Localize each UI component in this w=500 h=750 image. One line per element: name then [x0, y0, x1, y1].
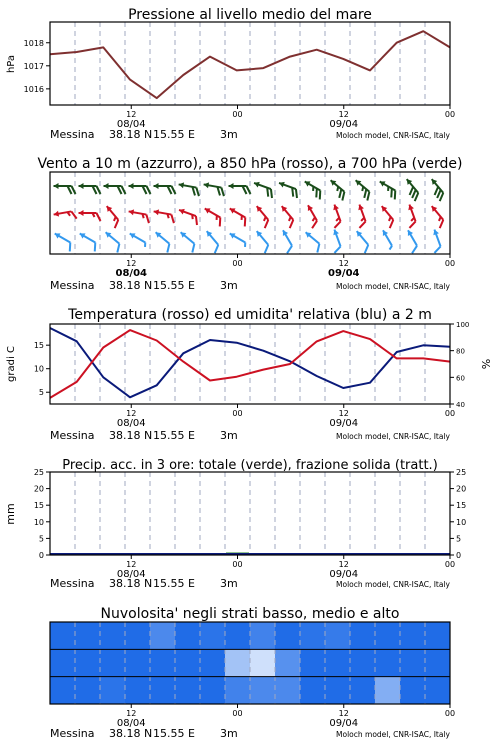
wind-10m-barb: [251, 229, 274, 253]
wind-10m-barb: [150, 230, 174, 253]
wind-10m-barb: [128, 231, 149, 247]
wind-chart-location-name: Messina: [50, 279, 95, 292]
precip-chart-location-name: Messina: [50, 577, 95, 590]
cloud-chart-cell: [50, 649, 76, 677]
wind-850hpa-barb: [251, 204, 274, 228]
cloud-chart-cell: [75, 622, 101, 650]
temp-humidity-chart-y-axis-label: gradi C: [6, 346, 17, 382]
wind-10m-barb-head: [128, 231, 135, 239]
wind-850hpa-barb: [352, 204, 370, 228]
wind-850hpa-barb: [152, 208, 176, 223]
wind-10m-barb: [76, 231, 101, 252]
wind-700hpa-barb: [301, 179, 326, 200]
wind-10m-barb-flag: [212, 245, 221, 253]
precip-chart-x-tick-label: 00: [444, 560, 456, 569]
temp-humidity-chart-y2-axis-label: %: [480, 358, 493, 370]
wind-850hpa-barb-flag: [193, 216, 199, 225]
wind-10m-barb-flag: [243, 243, 247, 247]
pressure-chart-location-alt: 3m: [220, 128, 238, 141]
temp-humidity-chart-y-tick-label: 5: [38, 388, 44, 398]
pressure-chart-title: Pressione al livello medio del mare: [128, 7, 372, 23]
wind-10m-barb-flag: [164, 244, 172, 253]
precip-chart-y-axis-label: mm: [4, 503, 17, 525]
cloud-chart-cell: [75, 677, 101, 705]
cloud-chart-location-name: Messina: [50, 727, 95, 740]
cloud-chart-cell: [175, 622, 201, 650]
wind-10m-barb-flag: [410, 246, 419, 253]
wind-700hpa-barb-flag: [268, 189, 274, 198]
pressure-chart-location-name: Messina: [50, 128, 95, 141]
wind-700hpa-barb: [54, 183, 76, 194]
cloud-chart-cell: [175, 677, 201, 705]
temp-humidity-chart-y2-tick-label: 80: [456, 347, 465, 356]
temp-humidity-chart-date-label: 09/04: [329, 418, 359, 429]
wind-850hpa-barb: [101, 204, 124, 228]
wind-10m-barb-flag: [143, 243, 147, 247]
temp-humidity-chart-y-tick-label: 10: [33, 364, 44, 374]
wind-chart-credit: Moloch model, CNR-ISAC, Italy: [336, 282, 450, 291]
temp-humidity-chart-credit: Moloch model, CNR-ISAC, Italy: [336, 432, 450, 441]
wind-850hpa-barb-flag: [333, 221, 342, 227]
cloud-chart-cell: [75, 649, 101, 677]
wind-10m-barb-head: [280, 229, 288, 236]
cloud-chart-cell: [300, 677, 326, 705]
precip-chart-y2-tick-label: 10: [456, 517, 467, 527]
cloud-chart-cell: [325, 649, 351, 677]
cloud-chart-location-lon: 15.55 E: [153, 727, 195, 740]
precip-chart-x-tick-label: 12: [338, 560, 349, 569]
wind-chart-location-lat: 38.18 N: [109, 279, 153, 292]
precip-chart-x-tick-label: 00: [232, 560, 243, 569]
pressure-chart-x-tick-label: 12: [126, 110, 137, 119]
cloud-chart-cell: [100, 622, 126, 650]
wind-10m-barb: [228, 231, 249, 247]
cloud-chart-cell: [350, 649, 376, 677]
wind-700hpa-barb-head: [129, 183, 134, 189]
wind-10m-barb-flag: [333, 246, 342, 252]
wind-850hpa-barb-head: [305, 204, 313, 211]
wind-700hpa-barb-flag: [143, 186, 147, 194]
wind-850hpa-barb-flag: [358, 221, 367, 227]
precip-chart-y-tick-label: 20: [33, 484, 44, 494]
precip-chart-y2-tick-label: 15: [456, 501, 467, 511]
wind-chart-x-tick-label: 00: [232, 259, 243, 268]
wind-chart-title: Vento a 10 m (azzurro), a 850 hPa (rosso), a 700 hPa (verde): [37, 156, 463, 172]
temp-humidity-chart-date-label: 08/04: [116, 418, 146, 429]
precip-chart-y-tick-label: 10: [33, 517, 44, 527]
cloud-chart-cell: [125, 649, 151, 677]
wind-700hpa-barb-flag: [168, 186, 172, 194]
cloud-chart-cell: [225, 622, 251, 650]
wind-10m-barb: [327, 229, 345, 253]
wind-700hpa-barb: [376, 179, 401, 200]
wind-chart-date-label: 08/04: [115, 268, 147, 279]
pressure-chart-y-axis-label: hPa: [6, 54, 17, 74]
pressure-chart-credit: Moloch model, CNR-ISAC, Italy: [336, 131, 450, 140]
wind-10m-barb: [300, 230, 324, 253]
wind-10m-barb: [100, 230, 124, 253]
wind-850hpa-barb-flag: [387, 220, 396, 228]
temp-humidity-chart-title: Temperatura (rosso) ed umidita' relativa (blu) a 2 m: [68, 307, 432, 323]
wind-10m-barb: [401, 229, 422, 254]
cloud-chart-cell: [250, 649, 276, 677]
wind-850hpa-barb: [79, 210, 101, 221]
precip-chart-location-lat: 38.18 N: [109, 577, 153, 590]
wind-700hpa-barb: [177, 181, 201, 196]
wind-700hpa-barb: [154, 183, 176, 194]
precip-chart-date-label: 08/04: [116, 569, 146, 580]
wind-10m-barb: [201, 229, 224, 253]
wind-10m-barb: [351, 229, 374, 253]
wind-10m-barb-flag: [285, 246, 294, 253]
pressure-chart-y-tick-label: 1017: [23, 61, 44, 71]
wind-10m-barb-flag: [91, 243, 98, 252]
precip-chart-location-lon: 15.55 E: [153, 577, 195, 590]
cloud-chart-cell: [375, 649, 401, 677]
precip-chart-y2-tick-label: 25: [456, 468, 467, 477]
precip-chart-y-tick-label: 15: [33, 501, 44, 511]
precip-chart-y2-tick-label: 5: [456, 534, 462, 544]
precip-chart-y2-tick-label: 20: [456, 484, 467, 494]
precip-chart-location-alt: 3m: [220, 577, 238, 590]
cloud-chart-cell: [100, 649, 126, 677]
cloud-chart-x-tick-label: 00: [444, 709, 456, 718]
cloud-chart-cell: [425, 622, 451, 650]
wind-700hpa-barb: [426, 177, 449, 201]
wind-700hpa-barb-head: [154, 183, 159, 189]
wind-850hpa-barb-head: [228, 206, 235, 214]
wind-850hpa-barb-flag: [262, 220, 271, 228]
wind-10m-barb-flag: [389, 246, 393, 250]
wind-700hpa-barb-head: [229, 183, 234, 189]
pressure-chart-x-tick-label: 00: [444, 110, 456, 119]
wind-chart-x-tick-label: 00: [444, 259, 456, 268]
cloud-chart-cell: [300, 649, 326, 677]
precip-chart-title: Precip. acc. in 3 ore: totale (verde), frazione solida (tratt.): [62, 458, 438, 473]
wind-10m-barb-flag: [433, 246, 442, 252]
cloud-chart-location-lat: 38.18 N: [109, 727, 153, 740]
precip-chart-credit: Moloch model, CNR-ISAC, Italy: [336, 580, 450, 589]
wind-700hpa-barb-head: [104, 183, 109, 189]
wind-850hpa-barb-head: [79, 210, 84, 216]
temp-humidity-chart-x-tick-label: 12: [126, 409, 137, 418]
temp-humidity-chart-y2-tick-label: 100: [456, 321, 470, 329]
wind-700hpa-barb: [104, 183, 126, 194]
cloud-chart-cell: [125, 622, 151, 650]
cloud-chart-cell: [350, 622, 376, 650]
cloud-chart-cell: [275, 622, 301, 650]
wind-700hpa-barb-flag: [68, 186, 72, 194]
cloud-chart-cell: [50, 622, 76, 650]
wind-700hpa-barb: [325, 178, 349, 201]
wind-850hpa-barb: [376, 204, 399, 228]
wind-700hpa-barb: [129, 183, 151, 194]
pressure-chart-location-lat: 38.18 N: [109, 128, 153, 141]
precip-chart-y-tick-label: 0: [38, 551, 44, 560]
wind-850hpa-barb-flag: [408, 221, 417, 227]
wind-700hpa-barb-flag: [93, 186, 97, 194]
precip-chart-y-tick-label: 25: [33, 468, 44, 477]
wind-10m-barb-flag: [314, 244, 322, 253]
cloud-chart-title: Nuvolosita' negli strati basso, medio e alto: [100, 606, 400, 622]
wind-700hpa-barb: [229, 183, 251, 194]
pressure-chart-y-tick-label: 1016: [23, 84, 44, 94]
wind-700hpa-barb-flag: [243, 186, 247, 194]
temp-humidity-chart-location-lon: 15.55 E: [153, 429, 195, 442]
temp-humidity-chart-location-alt: 3m: [220, 429, 238, 442]
cloud-chart-cell: [150, 622, 176, 650]
cloud-chart-cell: [425, 649, 451, 677]
precip-chart-y-tick-label: 5: [38, 534, 44, 544]
wind-10m-barb-head: [405, 229, 413, 236]
wind-850hpa-barb: [201, 206, 226, 227]
wind-850hpa-barb: [426, 204, 449, 228]
wind-700hpa-barb-head: [378, 179, 385, 187]
cloud-chart-x-tick-label: 12: [338, 709, 349, 718]
cloud-chart-cell: [250, 677, 276, 705]
cloud-chart-date-label: 08/04: [116, 718, 146, 729]
temp-humidity-chart-x-tick-label: 00: [232, 409, 243, 418]
cloud-chart-cell: [125, 677, 151, 705]
wind-10m-barb: [276, 229, 297, 254]
wind-850hpa-barb-flag: [437, 220, 446, 228]
cloud-chart-cell: [200, 622, 226, 650]
temp-humidity-chart-y-tick-label: 15: [33, 341, 44, 351]
wind-700hpa-barb-flag: [293, 189, 299, 198]
temp-humidity-chart-y2-tick-label: 60: [456, 374, 465, 383]
precip-chart-date-label: 09/04: [329, 569, 359, 580]
cloud-chart-cell: [325, 677, 351, 705]
cloud-chart-date-label: 09/04: [329, 718, 359, 729]
cloud-chart-cell: [325, 622, 351, 650]
wind-700hpa-barb: [350, 178, 374, 201]
wind-700hpa-barb-head: [54, 183, 59, 189]
cloud-chart-cell: [400, 622, 426, 650]
wind-850hpa-barb: [127, 208, 151, 223]
wind-850hpa-barb: [53, 208, 77, 223]
wind-850hpa-barb-flag: [71, 211, 76, 220]
wind-10m-barb-flag: [262, 245, 271, 253]
cloud-chart-x-tick-label: 00: [232, 709, 243, 718]
cloud-chart-cell: [225, 649, 251, 677]
wind-700hpa-barb: [276, 180, 300, 198]
temp-humidity-chart-location-name: Messina: [50, 429, 95, 442]
wind-700hpa-barb-head: [303, 179, 310, 187]
wind-850hpa-barb: [301, 204, 322, 229]
cloud-chart-cell: [300, 622, 326, 650]
precip-chart-y2-tick-label: 0: [456, 551, 462, 560]
cloud-chart-cell: [200, 677, 226, 705]
wind-700hpa-barb-flag: [118, 186, 122, 194]
wind-850hpa-barb-flag: [112, 220, 121, 228]
cloud-chart-cell: [400, 677, 426, 705]
cloud-chart-x-tick-label: 12: [126, 709, 137, 718]
pressure-chart-date-label: 09/04: [329, 119, 359, 130]
pressure-chart-date-label: 08/04: [116, 119, 146, 130]
wind-850hpa-barb: [226, 206, 251, 227]
pressure-chart-location-lon: 15.55 E: [153, 128, 195, 141]
cloud-chart-cell: [375, 677, 401, 705]
wind-700hpa-barb: [202, 181, 226, 196]
temp-humidity-chart-y2-tick-label: 40: [456, 401, 465, 409]
wind-10m-barb-flag: [114, 244, 122, 253]
wind-chart-x-tick-label: 12: [338, 259, 349, 268]
wind-850hpa-barb-flag: [287, 220, 296, 228]
cloud-chart-cell: [150, 649, 176, 677]
temp-humidity-chart-x-tick-label: 00: [444, 409, 456, 418]
cloud-chart-location-alt: 3m: [220, 727, 238, 740]
wind-850hpa-barb-flag: [310, 221, 319, 228]
cloud-chart-cell: [375, 622, 401, 650]
wind-10m-barb-head: [53, 231, 60, 239]
cloud-chart-cell: [100, 677, 126, 705]
wind-chart-location-lon: 15.55 E: [153, 279, 195, 292]
pressure-chart-x-tick-label: 12: [338, 110, 349, 119]
cloud-chart-cell: [250, 622, 276, 650]
wind-700hpa-barb: [401, 177, 424, 201]
wind-850hpa-barb: [327, 204, 345, 228]
cloud-chart-cell: [400, 649, 426, 677]
cloud-chart-cell: [175, 649, 201, 677]
precip-chart-x-tick-label: 12: [126, 560, 137, 569]
temp-humidity-chart-x-tick-label: 12: [338, 409, 349, 418]
wind-700hpa-barb: [79, 183, 101, 194]
cloud-chart-cell: [150, 677, 176, 705]
wind-10m-barb-flag: [362, 245, 371, 253]
wind-10m-barb: [380, 229, 396, 250]
cloud-chart-cell: [350, 677, 376, 705]
cloud-chart-cell: [50, 677, 76, 705]
wind-850hpa-barb: [402, 204, 420, 228]
wind-850hpa-barb: [176, 207, 200, 225]
wind-850hpa-barb: [276, 204, 299, 228]
pressure-chart-y-tick-label: 1018: [23, 38, 44, 48]
cloud-chart-cell: [275, 677, 301, 705]
wind-chart-x-tick-label: 12: [126, 259, 137, 268]
wind-10m-barb-flag: [66, 243, 73, 252]
temp-humidity-chart-location-lat: 38.18 N: [109, 429, 153, 442]
wind-850hpa-barb-head: [203, 206, 210, 214]
wind-10m-barb-head: [380, 229, 388, 236]
wind-10m-barb-flag: [189, 244, 197, 253]
wind-10m-barb-head: [228, 231, 235, 239]
wind-700hpa-barb-head: [79, 183, 84, 189]
wind-chart-location-alt: 3m: [220, 279, 238, 292]
pressure-chart-x-tick-label: 00: [232, 110, 243, 119]
wind-10m-barb: [175, 230, 199, 253]
cloud-chart-credit: Moloch model, CNR-ISAC, Italy: [336, 730, 450, 739]
wind-chart-date-label: 09/04: [328, 268, 360, 279]
cloud-chart-cell: [200, 649, 226, 677]
wind-10m-barb: [51, 231, 76, 252]
wind-10m-barb-head: [78, 231, 85, 239]
cloud-chart-cell: [425, 677, 451, 705]
cloud-chart-cell: [225, 677, 251, 705]
wind-10m-barb: [427, 229, 445, 253]
cloud-chart-cell: [275, 649, 301, 677]
wind-700hpa-barb: [251, 180, 275, 198]
